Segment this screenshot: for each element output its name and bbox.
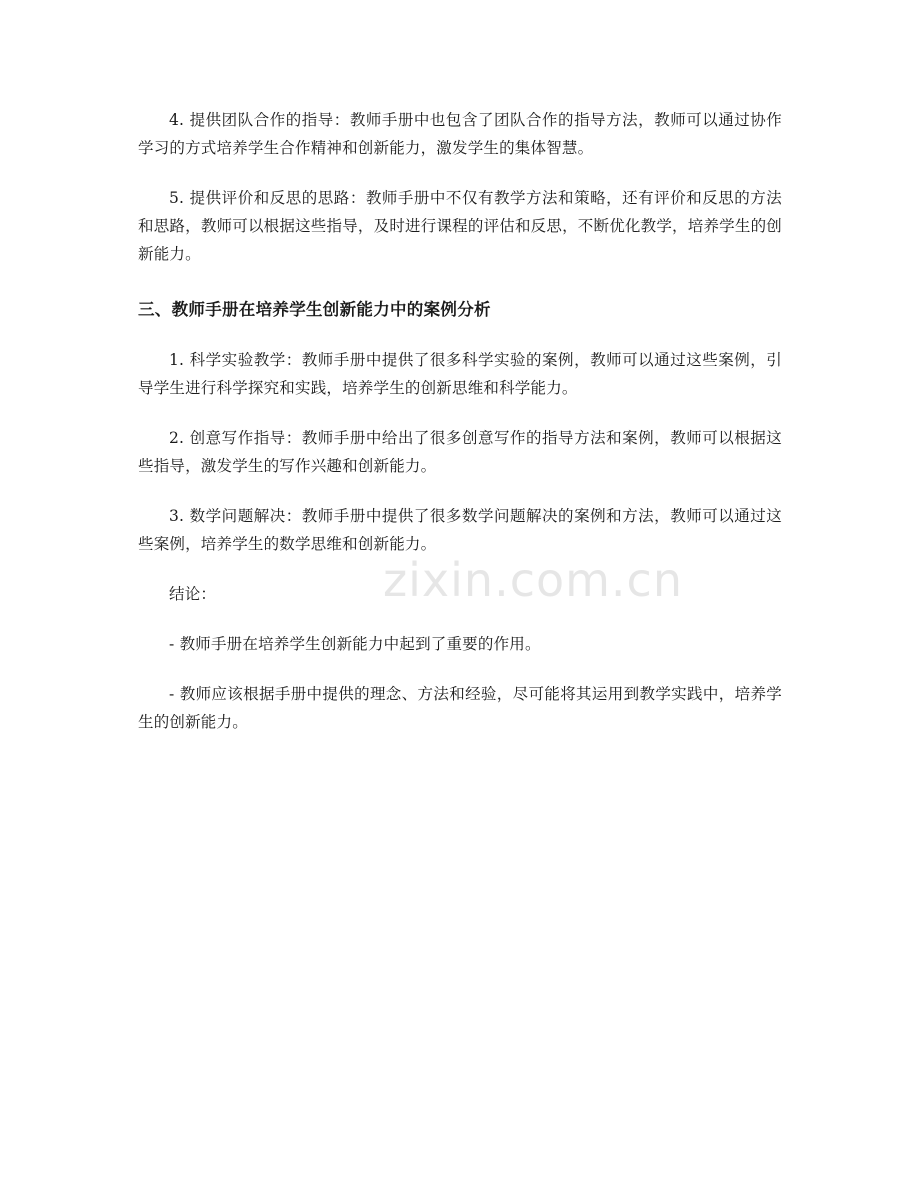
paragraph-creative-writing: 2. 创意写作指导：教师手册中给出了很多创意写作的指导方法和案例，教师可以根据这些指导，激发学生的写作兴趣和创新能力。 — [138, 429, 782, 475]
conclusion-label: 结论： — [169, 585, 217, 603]
paragraph-evaluation-reflection: 5. 提供评价和反思的思路：教师手册中不仅有教学方法和策略，还有评价和反思的方法和思路，教师可以根据这些指导，及时进行课程的评估和反思，不断优化教学，培养学生的创新能力。 — [138, 189, 782, 263]
conclusion-item: - 教师手册在培养学生创新能力中起到了重要的作用。 — [169, 635, 541, 653]
paragraph-math-problem: 3. 数学问题解决：教师手册中提供了很多数学问题解决的案例和方法，教师可以通过这些案例，培养学生的数学思维和创新能力。 — [138, 507, 782, 553]
section-heading: 三、教师手册在培养学生创新能力中的案例分析 — [138, 300, 491, 319]
paragraph-science-experiment: 1. 科学实验教学：教师手册中提供了很多科学实验的案例，教师可以通过这些案例，引导学生进行科学探究和实践，培养学生的创新思维和科学能力。 — [138, 351, 782, 397]
document-body — [138, 106, 782, 758]
paragraph-team-guidance: 4. 提供团队合作的指导：教师手册中也包含了团队合作的指导方法，教师可以通过协作学习的方式培养学生合作精神和创新能力，激发学生的集体智慧。 — [138, 111, 782, 157]
svg-text:zixin.com.cn: zixin.com.cn — [382, 553, 684, 607]
conclusion-item: - 教师应该根据手册中提供的理念、方法和经验，尽可能将其运用到教学实践中，培养学生的创新能力。 — [138, 685, 782, 731]
